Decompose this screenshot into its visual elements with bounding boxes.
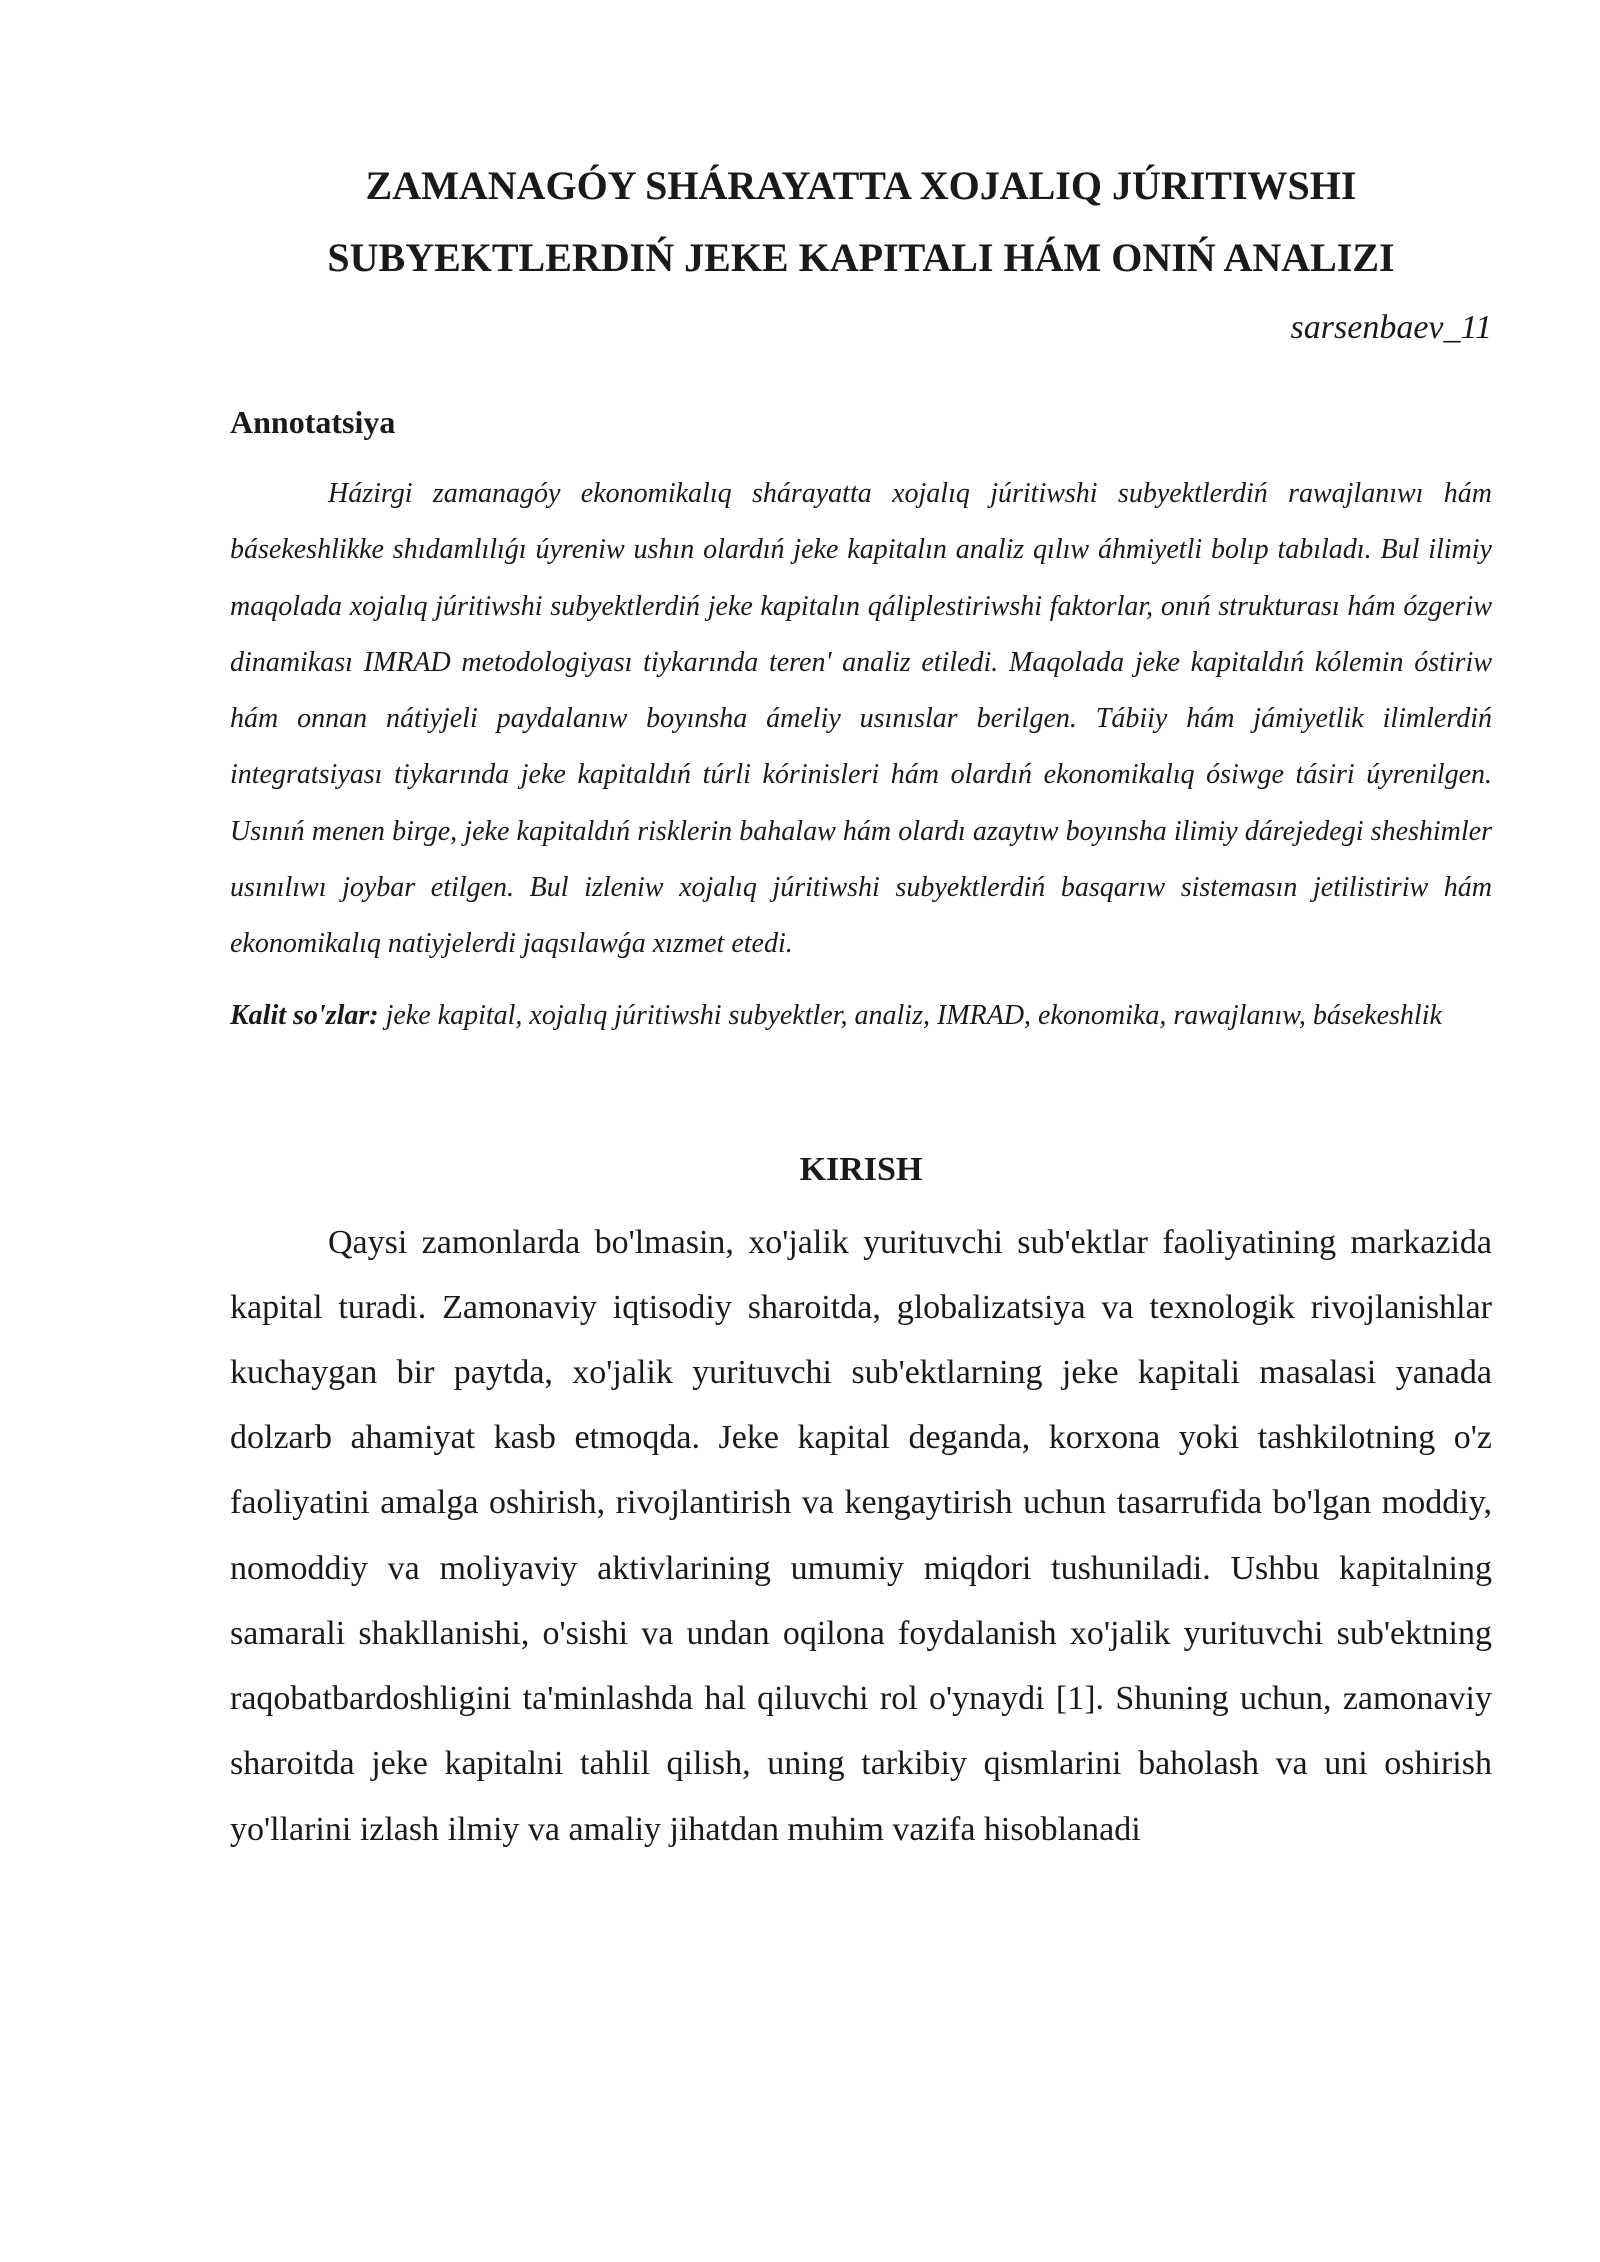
paper-title-line-1: ZAMANAGÓY SHÁRAYATTA XOJALIQ JÚRITIWSHI xyxy=(365,163,1357,208)
introduction-text: Qaysi zamonlarda bo'lmasin, xo'jalik yurituvchi sub'ektlar faoliyatining markazida kapital turadi. Zamonaviy iqtisodiy sharoitda, globalizatsiya va texnologik rivojlanishlar kuchaygan bir paytda, xo'jalik yurituvchi sub'ektlarning jeke kapitali masalasi yanada dolzarb ahamiyat kasb etmoqda. Jeke kapital deganda, korxona yoki tashkilotning o'z faoliyatini amalga oshirish, rivojlantirish va kengaytirish uchun tasarrufida bo'lgan moddiy, nomoddiy va moliyaviy aktivlarining umumiy miqdori tushuniladi. Ushbu kapitalning samarali shakllanishi, o'sishi va undan oqilona foydalanish xo'jalik yurituvchi sub'ektning raqobatbardoshligini ta'minlashda hal qiluvchi rol o'ynaydi [1]. Shuning uchun, zamonaviy sharoitda jeke kapitalni tahlil qilish, uning tarkibiy qismlarini baholash va uni oshirish yo'llarini izlash ilmiy va amaliy jihatdan muhim vazifa hisoblanadi xyxy=(230,1223,1492,1848)
keywords-label: Kalit so'zlar: xyxy=(230,999,379,1031)
introduction-heading: KIRISH xyxy=(799,1150,923,1188)
keywords-text: jeke kapital, xojalıq júritiwshi subyektler, analiz, IMRAD, ekonomika, rawajlanıw, básekeshlik xyxy=(378,999,1442,1031)
keywords-paragraph xyxy=(230,989,1492,1042)
abstract-text: Házirgi zamanagóy ekonomikalıq shárayatta xojalıq júritiwshi subyektlerdiń rawajlanıwı hám básekeshlikke shıdamlılıǵı úyreniw ushın olardıń jeke kapitalın analiz qılıw áhmiyetli bolıp tabıladı. Bul ilimiy maqolada xojalıq júritiwshi subyektlerdiń jeke kapitalın qáliplestiriwshi faktorlar, onıń strukturası hám ózgeriw dinamikası IMRAD metodologiyası tiykarında teren' analiz etiledi. Maqolada jeke kapitaldıń kólemin óstiriw hám onnan nátiyjeli paydalanıw boyınsha ámeliy usınıslar berilgen. Tábiiy hám jámiyetlik ilimlerdiń integratsiyası tiykarında jeke kapitaldıń túrli kórinisleri hám olardıń ekonomikalıq ósiwge tásiri úyrenilgen. Usınıń menen birge, jeke kapitaldıń risklerin bahalaw hám olardı azaytıw boyınsha ilimiy dárejedegi sheshimler usınılıwı joybar etilgen. Bul izleniw xojalıq júritiwshi subyektlerdiń basqarıw sistemasın jetilistiriw hám ekonomikalıq natiyjelerdi jaqsılawǵa xızmet etedi. xyxy=(230,478,1492,960)
paper-title xyxy=(230,150,1492,294)
abstract-heading: Annotatsiya xyxy=(230,404,396,440)
paper-title-line-2: SUBYEKTLERDIŃ JEKE KAPITALI HÁM ONIŃ ANALIZI xyxy=(327,235,1395,280)
author-name: sarsenbaev_11 xyxy=(1290,309,1492,346)
page-content xyxy=(230,150,1492,1862)
